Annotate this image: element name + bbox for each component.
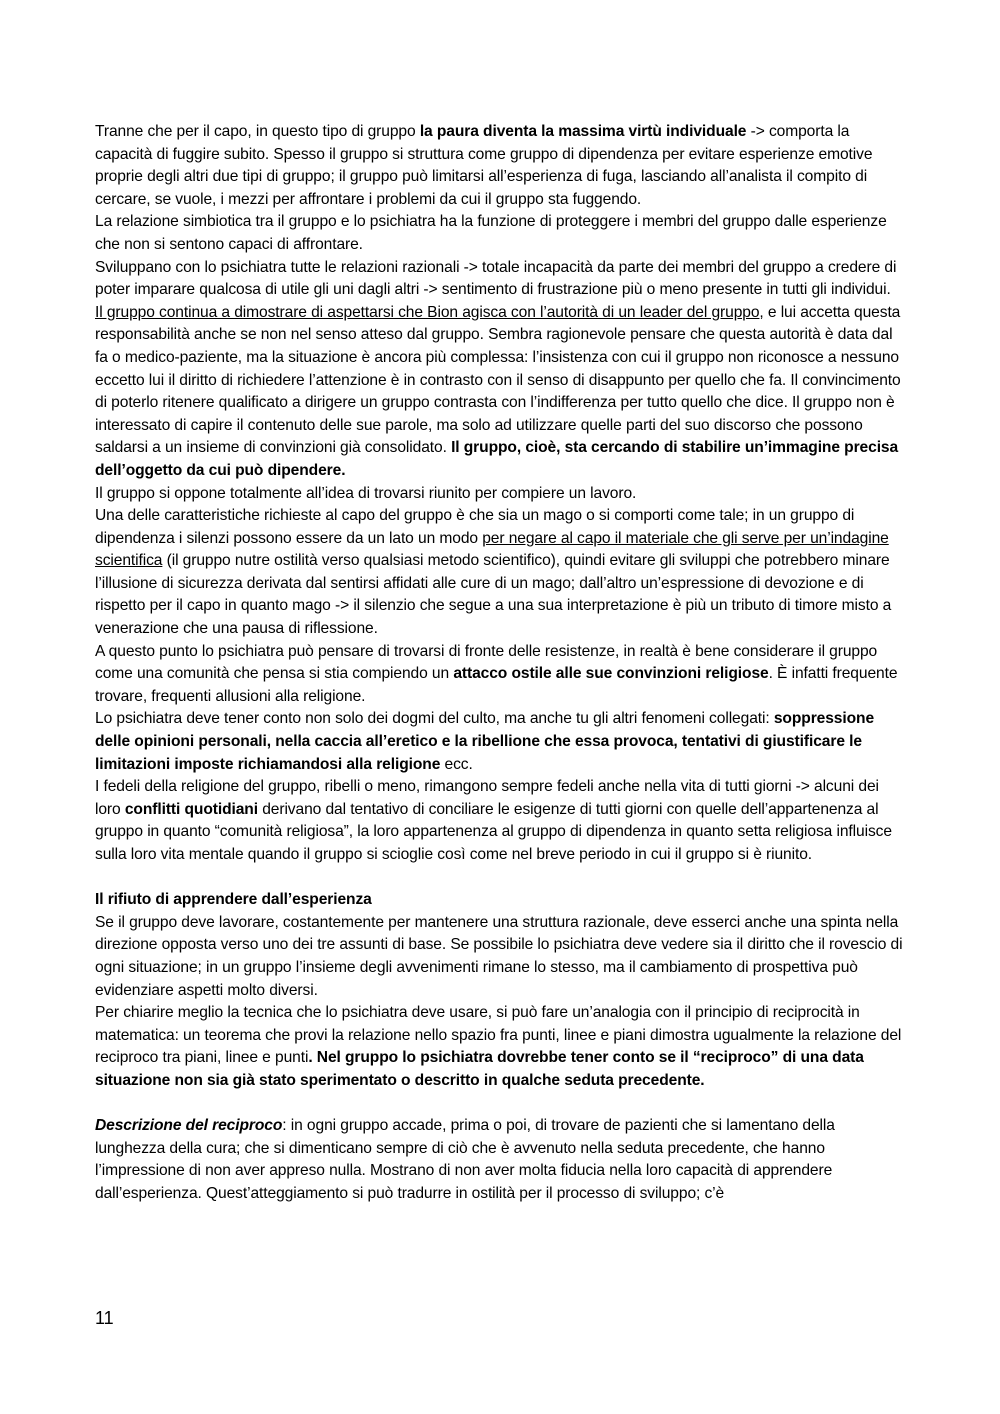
paragraph [95,1115,907,1205]
text-run: (il gruppo nutre ostilità verso qualsiasi metodo scientifico), quindi evitare gli sviluppi che potrebbero minare l’illusione di sicurezza derivata dal sentirsi affidati alle cure di un mago; dall’altro un’espressione di devozione e di rispetto per il capo in quanto mago -> il silenzio che segue a una sua interpretazione è più un tributo di timore misto a venerazione che una pausa di riflessione. [95,552,892,638]
text-run: -> comporta la capacità di fuggire subito. Spesso il gruppo si struttura come gruppo di dipendenza per evitare esperienze emotive proprie degli altri due tipi di gruppo; il gruppo può limitarsi all’esperienza di fuga, lasciando all’analista il compito di cercare, se vuole, i mezzi per affrontare i problemi da cui il gruppo sta fuggendo. [95,123,873,208]
paragraph [95,1002,907,1092]
paragraph [95,505,907,641]
bold-text: la paura diventa la massima virtù individuale [419,123,747,140]
paragraph [95,776,907,866]
bold-text: soppressione delle opinioni personali, nella caccia all’eretico e la ribellione che essa provoca, tentativi di giustificare le limitazioni imposte richiamandosi alla religione [95,710,875,773]
bold-text: . Nel gruppo lo psichiatra dovrebbe tener conto se il “reciproco” di una data situazione non sia già stato sperimentato o descritto in qualche seduta precedente. [95,1049,864,1089]
paragraph [95,912,907,1002]
bold-text: attacco ostile alle sue convinzioni religiose [453,665,769,683]
paragraph [95,211,907,256]
text-run: Tranne che per il capo, in questo tipo di gruppo [95,123,420,140]
bold-italic-text: Descrizione del reciproco [95,1117,283,1135]
section-heading [95,889,907,912]
underlined-text: per negare al capo il materiale che gli serve per un’indagine scientifica [95,529,889,570]
text-run: I fedeli della religione del gruppo, ribelli o meno, rimangono sempre fedeli anche nella vita di tutti giorni -> alcuni dei loro [95,778,879,818]
paragraph [95,641,907,709]
text-run: Se il gruppo deve lavorare, costantemente per mantenere una struttura razionale, deve esserci anche una spinta nella direzione opposta verso uno dei tre assunti di base. Se possibile lo psichiatra deve vedere sia il diritto che il rovescio di ogni situazione; in un gruppo l’insieme degli avvenimenti rimane lo stesso, ma il cambiamento di prospettiva può evidenziare aspetti molto diversi. [95,913,903,999]
underlined-text: Il gruppo continua a dimostrare di aspettarsi che Bion agisca con l’autorità di un leader del gruppo [95,303,760,321]
bold-text: Il rifiuto di apprendere dall’esperienza [95,891,372,909]
bold-text: conflitti quotidiani [124,800,258,818]
text-run: : in ogni gruppo accade, prima o poi, di trovare de pazienti che si lamentano della lunghezza della cura; che si dimenticano sempre di ciò che è avvenuto nella seduta precedente, che hanno l’impressione di non aver appreso nulla. Mostrano di non aver molta fiducia nella loro capacità di apprendere dall’esperienza. Quest’atteggiamento si può tradurre in ostilità per il processo di sviluppo; c’è [95,1117,835,1202]
text-run: Lo psichiatra deve tener conto non solo dei dogmi del culto, ma anche tu gli altri fenomeni collegati: [95,710,774,728]
text-run: La relazione simbiotica tra il gruppo e lo psichiatra ha la funzione di proteggere i membri del gruppo dalle esperienze che non si sentono capaci di affrontare. [95,213,887,253]
blank-line [95,1093,907,1116]
paragraph [95,121,907,211]
text-run: ecc. [440,755,473,773]
text-run: , e lui accetta questa responsabilità anche se non nel senso atteso dal gruppo. Sembra ragionevole pensare che questa autorità è data dal fa o medico-paziente, ma la situazione è ancora più complessa: l’insistenza con cui il gruppo non riconosce a nessuno eccetto lui il diritto di richiedere l’attenzione è in contrasto con il senso di disappunto per quello che fa. Il convincimento di poterlo ritenere qualificato a dirigere un gruppo contrasta con l’indifferenza per tutto quello che dice. Il gruppo non è interessato di capire il contenuto delle sue parole, ma solo ad utilizzare quelle parti del suo discorso che possono saldarsi a un insieme di convinzioni già consolidato. [95,303,901,457]
page-number: 11 [95,1308,114,1328]
text-run: Sviluppano con lo psichiatra tutte le relazioni razionali -> totale incapacità da parte dei membri del gruppo a credere di poter imparare qualcosa di utile gli uni dagli altri -> sentimento di frustrazione più o meno presente in tutti gli individui. [95,258,897,299]
paragraph [95,257,907,302]
text-run: Il gruppo si oppone totalmente all’idea di trovarsi riunito per compiere un lavoro. [95,484,637,502]
text-run: Una delle caratteristiche richieste al capo del gruppo è che sia un mago o si comporti come tale; in un gruppo di dipendenza i silenzi possono essere da un lato un modo [95,507,855,547]
page-body-text [95,121,907,1206]
text-run: A questo punto lo psichiatra può pensare di trovarsi di fronte delle resistenze, in realtà è bene considerare il gruppo come una comunità che pensa si stia compiendo un [95,642,878,683]
text-run: Per chiarire meglio la tecnica che lo psichiatra deve usare, si può fare un’analogia con il principio di reciprocità in matematica: un teorema che provi la relazione nello spazio fra punti, linee e piani dimostra ugualmente la relazione del reciproco tra piani, linee e punti [95,1004,902,1067]
text-run: . È infatti frequente trovare, frequenti allusioni alla religione. [95,665,898,705]
text-run: derivano dal tentativo di conciliare le esigenze di tutti giorni con quelle dell’appartenenza al gruppo in quanto “comunità religiosa”, la loro appartenenza al gruppo di dipendenza in quanto setta religiosa influisce sulla loro vita mentale quando il gruppo si scioglie così come nel breve periodo in cui il gruppo si è riunito. [95,800,892,863]
paragraph [95,302,907,483]
paragraph [95,483,907,506]
blank-line [95,867,907,890]
bold-text: Il gruppo, cioè, sta cercando di stabilire un’immagine precisa dell’oggetto da cui può dipendere. [95,439,899,479]
paragraph [95,708,907,776]
